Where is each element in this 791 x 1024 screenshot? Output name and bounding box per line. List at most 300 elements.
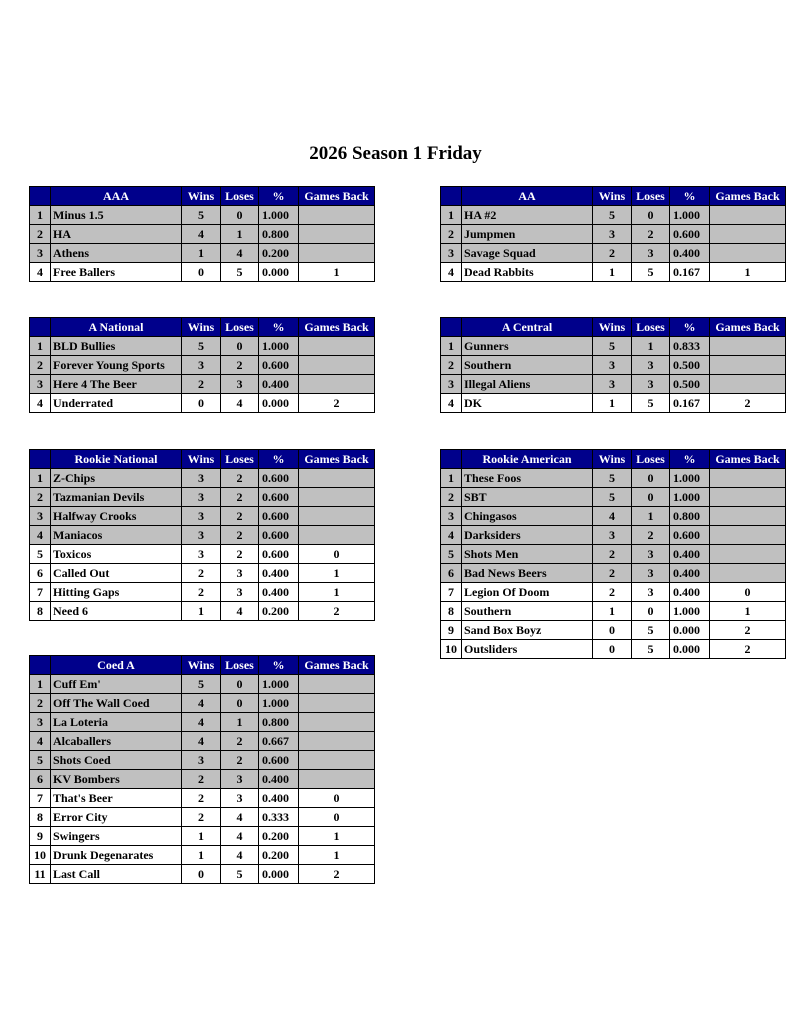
table-row	[441, 564, 786, 583]
table-row	[441, 526, 786, 545]
wins-cell: 1	[593, 263, 632, 282]
games-back-cell: 1	[299, 583, 375, 602]
loses-cell: 2	[221, 732, 259, 751]
team-name: Darksiders	[462, 526, 593, 545]
header-division-name: Rookie National	[51, 450, 182, 469]
header-games-back: Games Back	[299, 187, 375, 206]
games-back-cell	[710, 507, 786, 526]
games-back-cell	[299, 694, 375, 713]
division-table-rookie-national	[29, 449, 375, 621]
table-row	[441, 375, 786, 394]
table-row	[30, 675, 375, 694]
header-wins: Wins	[182, 318, 221, 337]
pct-cell: 0.400	[259, 375, 299, 394]
loses-cell: 1	[632, 337, 670, 356]
header-division-name: Coed A	[51, 656, 182, 675]
loses-cell: 2	[221, 751, 259, 770]
loses-cell: 5	[221, 865, 259, 884]
loses-cell: 2	[221, 356, 259, 375]
games-back-cell	[299, 488, 375, 507]
team-name: Off The Wall Coed	[51, 694, 182, 713]
loses-cell: 1	[632, 507, 670, 526]
table-row	[441, 394, 786, 413]
team-name: Cuff Em'	[51, 675, 182, 694]
wins-cell: 2	[593, 583, 632, 602]
table-row	[441, 488, 786, 507]
rank-cell: 1	[30, 206, 51, 225]
wins-cell: 5	[593, 206, 632, 225]
wins-cell: 2	[182, 583, 221, 602]
header-division-name: AAA	[51, 187, 182, 206]
loses-cell: 3	[221, 375, 259, 394]
team-name: Sand Box Boyz	[462, 621, 593, 640]
pct-cell: 1.000	[670, 602, 710, 621]
table-row	[441, 206, 786, 225]
table-header-row	[30, 318, 375, 337]
pct-cell: 0.000	[670, 621, 710, 640]
header-loses: Loses	[221, 187, 259, 206]
pct-cell: 0.500	[670, 375, 710, 394]
header-loses: Loses	[221, 318, 259, 337]
pct-cell: 0.600	[259, 507, 299, 526]
games-back-cell	[299, 206, 375, 225]
wins-cell: 0	[182, 394, 221, 413]
loses-cell: 4	[221, 244, 259, 263]
loses-cell: 3	[221, 770, 259, 789]
header-rank-cell	[30, 656, 51, 675]
team-name: Shots Coed	[51, 751, 182, 770]
rank-cell: 4	[441, 263, 462, 282]
header-pct: %	[670, 187, 710, 206]
pct-cell: 0.400	[259, 583, 299, 602]
wins-cell: 3	[593, 526, 632, 545]
table-row	[30, 469, 375, 488]
table-row	[441, 356, 786, 375]
table-row	[30, 545, 375, 564]
games-back-cell: 1	[299, 846, 375, 865]
loses-cell: 3	[221, 564, 259, 583]
table-row	[441, 244, 786, 263]
rank-cell: 1	[30, 337, 51, 356]
header-division-name: AA	[462, 187, 593, 206]
table-row	[441, 545, 786, 564]
team-name: HA #2	[462, 206, 593, 225]
games-back-cell	[299, 244, 375, 263]
header-rank-cell	[30, 318, 51, 337]
rank-cell: 7	[30, 789, 51, 808]
pct-cell: 1.000	[259, 206, 299, 225]
wins-cell: 1	[182, 827, 221, 846]
wins-cell: 4	[182, 713, 221, 732]
rank-cell: 1	[30, 675, 51, 694]
rank-cell: 1	[441, 206, 462, 225]
games-back-cell	[299, 469, 375, 488]
header-wins: Wins	[593, 318, 632, 337]
games-back-cell	[710, 488, 786, 507]
header-games-back: Games Back	[710, 318, 786, 337]
wins-cell: 2	[182, 789, 221, 808]
team-name: Drunk Degenarates	[51, 846, 182, 865]
pct-cell: 1.000	[259, 337, 299, 356]
wins-cell: 1	[593, 602, 632, 621]
pct-cell: 1.000	[259, 694, 299, 713]
table-row	[30, 602, 375, 621]
table-row	[30, 375, 375, 394]
rank-cell: 6	[30, 770, 51, 789]
wins-cell: 3	[593, 356, 632, 375]
games-back-cell: 1	[299, 827, 375, 846]
header-wins: Wins	[182, 187, 221, 206]
games-back-cell: 1	[299, 263, 375, 282]
team-name: Legion Of Doom	[462, 583, 593, 602]
games-back-cell: 2	[710, 621, 786, 640]
pct-cell: 0.200	[259, 827, 299, 846]
header-pct: %	[670, 318, 710, 337]
loses-cell: 0	[632, 602, 670, 621]
loses-cell: 2	[632, 526, 670, 545]
pct-cell: 0.000	[670, 640, 710, 659]
wins-cell: 3	[182, 356, 221, 375]
team-name: Outsliders	[462, 640, 593, 659]
pct-cell: 0.000	[259, 394, 299, 413]
team-name: DK	[462, 394, 593, 413]
table-row	[441, 507, 786, 526]
team-name: Savage Squad	[462, 244, 593, 263]
wins-cell: 1	[182, 244, 221, 263]
pct-cell: 0.600	[259, 526, 299, 545]
games-back-cell	[710, 564, 786, 583]
header-rank-cell	[30, 450, 51, 469]
games-back-cell	[710, 337, 786, 356]
header-games-back: Games Back	[710, 450, 786, 469]
wins-cell: 3	[182, 545, 221, 564]
pct-cell: 0.000	[259, 263, 299, 282]
pct-cell: 0.167	[670, 263, 710, 282]
header-rank-cell	[441, 450, 462, 469]
pct-cell: 0.400	[670, 564, 710, 583]
table-row	[441, 225, 786, 244]
pct-cell: 0.167	[670, 394, 710, 413]
table-row	[30, 808, 375, 827]
pct-cell: 0.200	[259, 602, 299, 621]
loses-cell: 2	[632, 225, 670, 244]
header-loses: Loses	[221, 656, 259, 675]
rank-cell: 5	[30, 751, 51, 770]
rank-cell: 3	[30, 713, 51, 732]
loses-cell: 0	[221, 694, 259, 713]
table-row	[30, 694, 375, 713]
wins-cell: 5	[593, 488, 632, 507]
wins-cell: 3	[593, 375, 632, 394]
table-row	[30, 225, 375, 244]
games-back-cell: 2	[299, 602, 375, 621]
games-back-cell	[710, 356, 786, 375]
team-name: Bad News Beers	[462, 564, 593, 583]
table-row	[30, 751, 375, 770]
wins-cell: 3	[182, 469, 221, 488]
loses-cell: 0	[632, 206, 670, 225]
pct-cell: 0.200	[259, 244, 299, 263]
team-name: Free Ballers	[51, 263, 182, 282]
wins-cell: 1	[593, 394, 632, 413]
rank-cell: 4	[30, 394, 51, 413]
table-row	[441, 583, 786, 602]
loses-cell: 5	[632, 621, 670, 640]
games-back-cell: 0	[299, 808, 375, 827]
games-back-cell: 2	[710, 394, 786, 413]
table-header-row	[441, 187, 786, 206]
wins-cell: 0	[593, 621, 632, 640]
wins-cell: 2	[593, 244, 632, 263]
header-wins: Wins	[182, 450, 221, 469]
rank-cell: 8	[30, 602, 51, 621]
loses-cell: 4	[221, 602, 259, 621]
loses-cell: 3	[221, 789, 259, 808]
wins-cell: 2	[182, 375, 221, 394]
wins-cell: 5	[182, 675, 221, 694]
header-pct: %	[259, 450, 299, 469]
pct-cell: 0.600	[259, 488, 299, 507]
table-row	[441, 337, 786, 356]
games-back-cell	[710, 375, 786, 394]
rank-cell: 10	[30, 846, 51, 865]
loses-cell: 1	[221, 225, 259, 244]
rank-cell: 3	[30, 507, 51, 526]
header-rank-cell	[441, 318, 462, 337]
rank-cell: 8	[30, 808, 51, 827]
loses-cell: 0	[221, 206, 259, 225]
page-title: 2026 Season 1 Friday	[309, 143, 482, 164]
team-name: Athens	[51, 244, 182, 263]
wins-cell: 3	[182, 526, 221, 545]
header-loses: Loses	[632, 450, 670, 469]
team-name: KV Bombers	[51, 770, 182, 789]
team-name: Toxicos	[51, 545, 182, 564]
pct-cell: 0.333	[259, 808, 299, 827]
wins-cell: 4	[182, 225, 221, 244]
loses-cell: 5	[632, 640, 670, 659]
games-back-cell	[710, 244, 786, 263]
loses-cell: 0	[632, 469, 670, 488]
rank-cell: 4	[441, 394, 462, 413]
wins-cell: 4	[182, 694, 221, 713]
rank-cell: 2	[441, 225, 462, 244]
pct-cell: 0.800	[670, 507, 710, 526]
team-name: La Loteria	[51, 713, 182, 732]
division-table-a-national	[29, 317, 375, 413]
loses-cell: 2	[221, 545, 259, 564]
games-back-cell: 2	[299, 394, 375, 413]
team-name: Shots Men	[462, 545, 593, 564]
loses-cell: 0	[221, 337, 259, 356]
pct-cell: 0.500	[670, 356, 710, 375]
table-row	[441, 263, 786, 282]
rank-cell: 7	[441, 583, 462, 602]
rank-cell: 1	[30, 469, 51, 488]
table-row	[30, 394, 375, 413]
rank-cell: 9	[441, 621, 462, 640]
rank-cell: 7	[30, 583, 51, 602]
rank-cell: 11	[30, 865, 51, 884]
games-back-cell	[710, 545, 786, 564]
loses-cell: 3	[221, 583, 259, 602]
loses-cell: 4	[221, 808, 259, 827]
table-row	[441, 640, 786, 659]
rank-cell: 2	[30, 694, 51, 713]
games-back-cell: 2	[299, 865, 375, 884]
pct-cell: 0.600	[259, 751, 299, 770]
games-back-cell	[710, 206, 786, 225]
team-name: Need 6	[51, 602, 182, 621]
wins-cell: 5	[593, 337, 632, 356]
loses-cell: 4	[221, 827, 259, 846]
wins-cell: 2	[182, 808, 221, 827]
rank-cell: 4	[30, 526, 51, 545]
rank-cell: 2	[30, 356, 51, 375]
header-games-back: Games Back	[710, 187, 786, 206]
loses-cell: 3	[632, 583, 670, 602]
wins-cell: 3	[182, 488, 221, 507]
rank-cell: 8	[441, 602, 462, 621]
table-row	[30, 526, 375, 545]
loses-cell: 3	[632, 244, 670, 263]
wins-cell: 0	[593, 640, 632, 659]
games-back-cell	[299, 526, 375, 545]
header-pct: %	[259, 318, 299, 337]
rank-cell: 2	[30, 488, 51, 507]
team-name: Error City	[51, 808, 182, 827]
team-name: Jumpmen	[462, 225, 593, 244]
team-name: Southern	[462, 602, 593, 621]
rank-cell: 3	[441, 244, 462, 263]
table-header-row	[441, 318, 786, 337]
team-name: HA	[51, 225, 182, 244]
table-row	[30, 206, 375, 225]
team-name: Tazmanian Devils	[51, 488, 182, 507]
team-name: Gunners	[462, 337, 593, 356]
rank-cell: 4	[30, 263, 51, 282]
pct-cell: 1.000	[259, 675, 299, 694]
games-back-cell: 1	[710, 602, 786, 621]
wins-cell: 3	[182, 507, 221, 526]
table-row	[30, 732, 375, 751]
table-row	[441, 469, 786, 488]
pct-cell: 0.400	[259, 564, 299, 583]
rank-cell: 5	[30, 545, 51, 564]
loses-cell: 2	[221, 488, 259, 507]
loses-cell: 5	[632, 263, 670, 282]
games-back-cell	[299, 751, 375, 770]
wins-cell: 1	[182, 846, 221, 865]
loses-cell: 1	[221, 713, 259, 732]
table-row	[30, 846, 375, 865]
rank-cell: 9	[30, 827, 51, 846]
wins-cell: 4	[593, 507, 632, 526]
pct-cell: 0.400	[670, 244, 710, 263]
pct-cell: 1.000	[670, 469, 710, 488]
team-name: Minus 1.5	[51, 206, 182, 225]
header-wins: Wins	[182, 656, 221, 675]
division-table-coed-a	[29, 655, 375, 884]
games-back-cell	[299, 356, 375, 375]
division-table-rookie-american	[440, 449, 786, 659]
team-name: Hitting Gaps	[51, 583, 182, 602]
rank-cell: 2	[30, 225, 51, 244]
wins-cell: 4	[182, 732, 221, 751]
rank-cell: 6	[441, 564, 462, 583]
header-division-name: A National	[51, 318, 182, 337]
header-games-back: Games Back	[299, 450, 375, 469]
games-back-cell	[299, 713, 375, 732]
table-row	[30, 564, 375, 583]
table-row	[30, 827, 375, 846]
header-rank-cell	[30, 187, 51, 206]
table-row	[30, 337, 375, 356]
pct-cell: 0.400	[259, 789, 299, 808]
team-name: Halfway Crooks	[51, 507, 182, 526]
games-back-cell	[299, 675, 375, 694]
team-name: Swingers	[51, 827, 182, 846]
wins-cell: 5	[182, 206, 221, 225]
pct-cell: 0.400	[670, 583, 710, 602]
table-row	[30, 583, 375, 602]
loses-cell: 3	[632, 356, 670, 375]
rank-cell: 3	[441, 507, 462, 526]
loses-cell: 0	[221, 675, 259, 694]
loses-cell: 3	[632, 375, 670, 394]
pct-cell: 0.667	[259, 732, 299, 751]
games-back-cell	[710, 469, 786, 488]
header-wins: Wins	[593, 187, 632, 206]
team-name: Called Out	[51, 564, 182, 583]
table-row	[30, 244, 375, 263]
rank-cell: 1	[441, 469, 462, 488]
pct-cell: 1.000	[670, 206, 710, 225]
table-row	[30, 865, 375, 884]
pct-cell: 0.000	[259, 865, 299, 884]
team-name: Alcaballers	[51, 732, 182, 751]
table-row	[30, 263, 375, 282]
team-name: These Foos	[462, 469, 593, 488]
games-back-cell: 0	[299, 789, 375, 808]
team-name: Last Call	[51, 865, 182, 884]
rank-cell: 4	[441, 526, 462, 545]
table-row	[30, 356, 375, 375]
wins-cell: 5	[593, 469, 632, 488]
table-row	[30, 789, 375, 808]
wins-cell: 3	[593, 225, 632, 244]
games-back-cell	[299, 770, 375, 789]
table-header-row	[441, 450, 786, 469]
games-back-cell	[299, 375, 375, 394]
team-name: Z-Chips	[51, 469, 182, 488]
wins-cell: 2	[593, 545, 632, 564]
header-rank-cell	[441, 187, 462, 206]
games-back-cell	[299, 732, 375, 751]
rank-cell: 4	[30, 732, 51, 751]
team-name: Southern	[462, 356, 593, 375]
table-row	[441, 621, 786, 640]
header-loses: Loses	[632, 187, 670, 206]
pct-cell: 0.833	[670, 337, 710, 356]
games-back-cell	[710, 225, 786, 244]
loses-cell: 0	[632, 488, 670, 507]
rank-cell: 1	[441, 337, 462, 356]
wins-cell: 0	[182, 263, 221, 282]
wins-cell: 2	[182, 564, 221, 583]
loses-cell: 5	[632, 394, 670, 413]
wins-cell: 3	[182, 751, 221, 770]
